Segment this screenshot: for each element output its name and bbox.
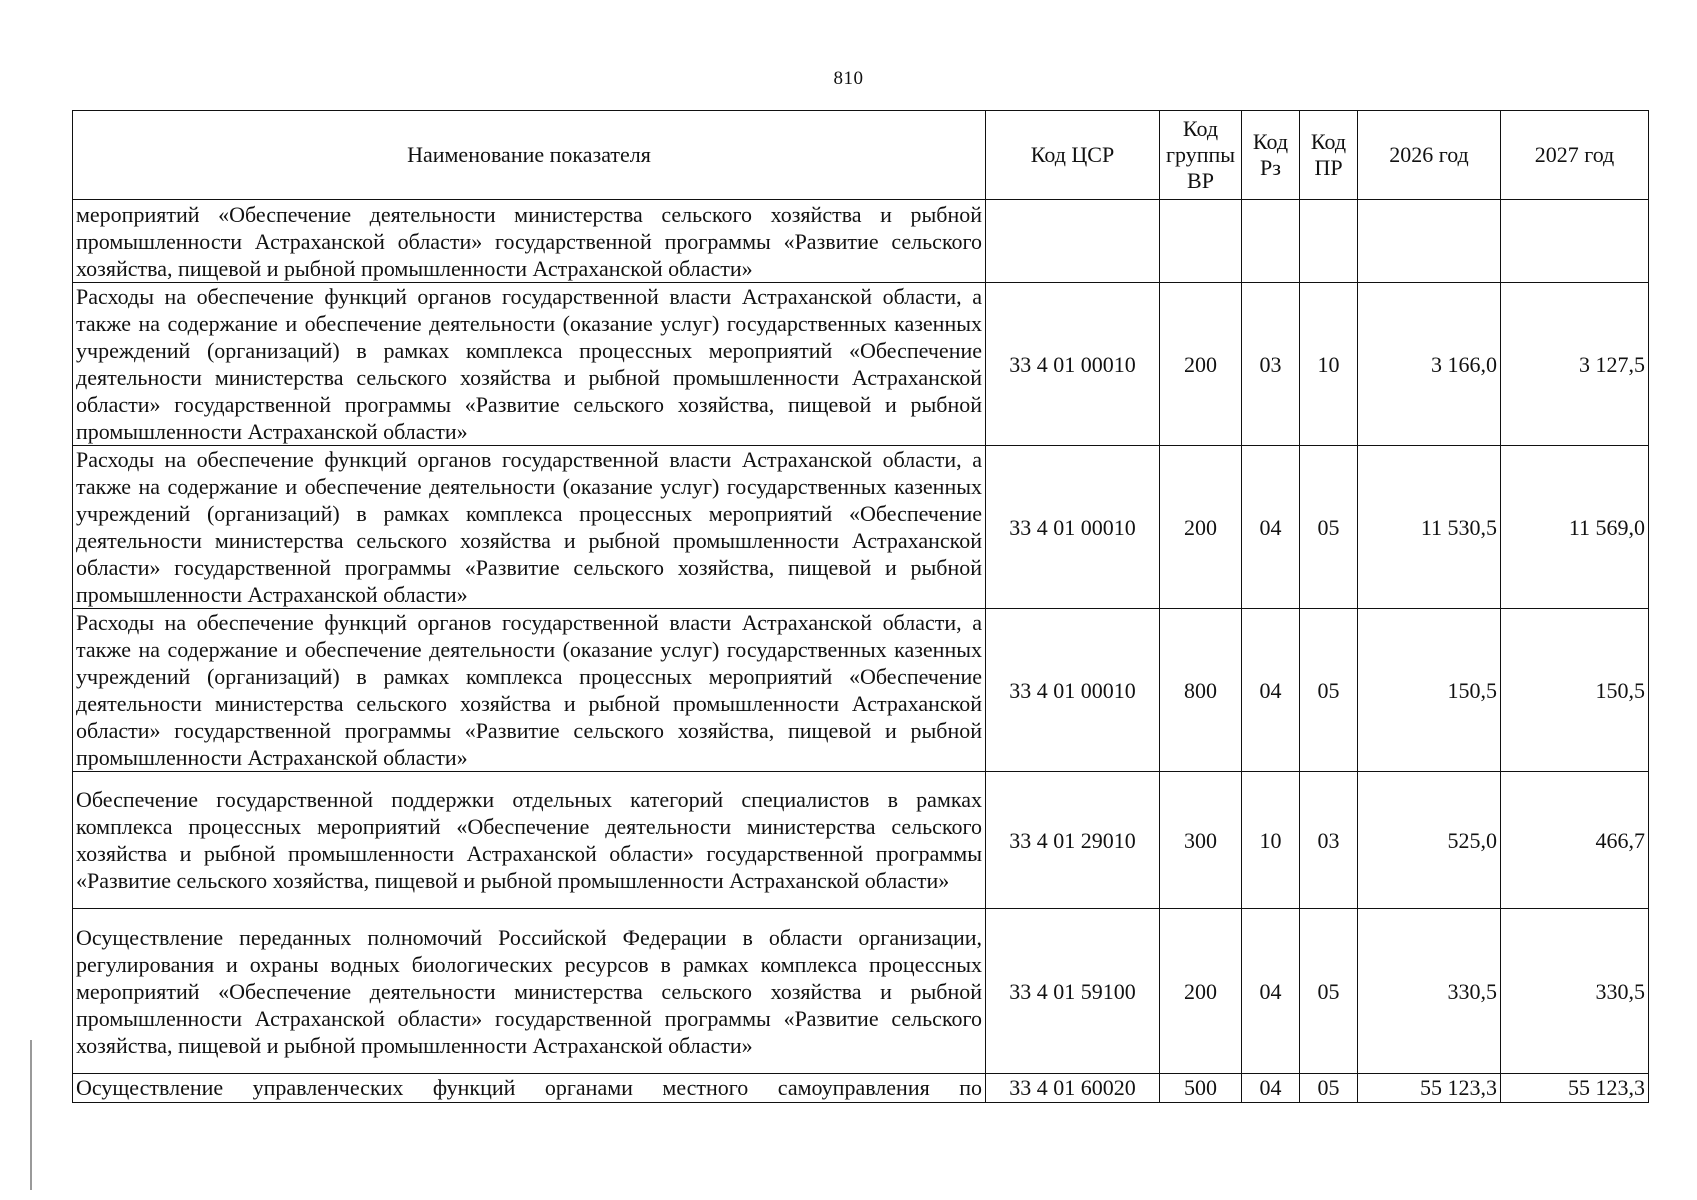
- row-2027: [1501, 200, 1649, 283]
- row-csr: [986, 200, 1160, 283]
- row-name: Расходы на обеспечение функций органов государственной власти Астраханской области, а также на содержание и обеспечение деятельности (оказание услуг) государственных казенных учреждений (организаций) в рамках комплекса процессных мероприятий «Обеспечение деятельности министерства сельского хозяйства и рыбной промышленности Астраханской области» государственной программы «Развитие сельского хозяйства, пищевой и рыбной промышленности Астраханской области»: [73, 283, 986, 446]
- page-number: 810: [833, 68, 864, 89]
- row-pr: 10: [1300, 283, 1358, 446]
- row-csr: 33 4 01 00010: [986, 609, 1160, 772]
- table-row: [73, 200, 1649, 283]
- table-header-row: [73, 111, 1649, 200]
- row-2027: 330,5: [1501, 909, 1649, 1074]
- row-rz: 10: [1242, 772, 1300, 909]
- scan-edge-line: [30, 1040, 32, 1190]
- row-2026: 11 530,5: [1358, 446, 1501, 609]
- row-2027: 3 127,5: [1501, 283, 1649, 446]
- row-name: Расходы на обеспечение функций органов государственной власти Астраханской области, а также на содержание и обеспечение деятельности (оказание услуг) государственных казенных учреждений (организаций) в рамках комплекса процессных мероприятий «Обеспечение деятельности министерства сельского хозяйства и рыбной промышленности Астраханской области» государственной программы «Развитие сельского хозяйства, пищевой и рыбной промышленности Астраханской области»: [73, 446, 986, 609]
- row-2026: 55 123,3: [1358, 1074, 1501, 1103]
- row-csr: 33 4 01 00010: [986, 446, 1160, 609]
- row-pr: 05: [1300, 609, 1358, 772]
- table-row: [73, 446, 1649, 609]
- row-csr: 33 4 01 59100: [986, 909, 1160, 1074]
- header-vr: Код группы ВР: [1160, 111, 1242, 200]
- row-name: Осуществление управленческих функций органами местного самоуправления по: [73, 1074, 986, 1103]
- row-vr: 300: [1160, 772, 1242, 909]
- row-2027: 150,5: [1501, 609, 1649, 772]
- row-pr: 05: [1300, 1074, 1358, 1103]
- row-vr: 800: [1160, 609, 1242, 772]
- row-csr: 33 4 01 60020: [986, 1074, 1160, 1103]
- row-name: Осуществление переданных полномочий Российской Федерации в области организации, регулирования и охраны водных биологических ресурсов в рамках комплекса процессных мероприятий «Обеспечение деятельности министерства сельского хозяйства и рыбной промышленности Астраханской области» государственной программы «Развитие сельского хозяйства, пищевой и рыбной промышленности Астраханской области»: [73, 909, 986, 1074]
- row-2027: 11 569,0: [1501, 446, 1649, 609]
- row-rz: [1242, 200, 1300, 283]
- table-row: [73, 1074, 1649, 1103]
- row-pr: 05: [1300, 446, 1358, 609]
- row-2027: 55 123,3: [1501, 1074, 1649, 1103]
- row-vr: 200: [1160, 283, 1242, 446]
- table-row: [73, 909, 1649, 1074]
- row-pr: [1300, 200, 1358, 283]
- row-2026: 150,5: [1358, 609, 1501, 772]
- row-vr: 500: [1160, 1074, 1242, 1103]
- header-name: Наименование показателя: [73, 111, 986, 200]
- table-row: [73, 609, 1649, 772]
- row-2026: [1358, 200, 1501, 283]
- row-rz: 04: [1242, 446, 1300, 609]
- row-rz: 04: [1242, 609, 1300, 772]
- row-name: Расходы на обеспечение функций органов государственной власти Астраханской области, а также на содержание и обеспечение деятельности (оказание услуг) государственных казенных учреждений (организаций) в рамках комплекса процессных мероприятий «Обеспечение деятельности министерства сельского хозяйства и рыбной промышленности Астраханской области» государственной программы «Развитие сельского хозяйства, пищевой и рыбной промышленности Астраханской области»: [73, 609, 986, 772]
- header-rz: Код Рз: [1242, 111, 1300, 200]
- header-csr: Код ЦСР: [986, 111, 1160, 200]
- table-row: [73, 283, 1649, 446]
- header-2026: 2026 год: [1358, 111, 1501, 200]
- budget-table: [72, 110, 1649, 1103]
- row-vr: 200: [1160, 909, 1242, 1074]
- row-2027: 466,7: [1501, 772, 1649, 909]
- row-pr: 03: [1300, 772, 1358, 909]
- row-2026: 3 166,0: [1358, 283, 1501, 446]
- row-csr: 33 4 01 00010: [986, 283, 1160, 446]
- row-vr: 200: [1160, 446, 1242, 609]
- row-vr: [1160, 200, 1242, 283]
- row-2026: 330,5: [1358, 909, 1501, 1074]
- row-rz: 03: [1242, 283, 1300, 446]
- row-csr: 33 4 01 29010: [986, 772, 1160, 909]
- row-name: Обеспечение государственной поддержки отдельных категорий специалистов в рамках комплекса процессных мероприятий «Обеспечение деятельности министерства сельского хозяйства и рыбной промышленности Астраханской области» государственной программы «Развитие сельского хозяйства, пищевой и рыбной промышленности Астраханской области»: [73, 772, 986, 909]
- table-row: [73, 772, 1649, 909]
- row-rz: 04: [1242, 909, 1300, 1074]
- row-rz: 04: [1242, 1074, 1300, 1103]
- row-pr: 05: [1300, 909, 1358, 1074]
- row-2026: 525,0: [1358, 772, 1501, 909]
- header-pr: Код ПР: [1300, 111, 1358, 200]
- row-name: мероприятий «Обеспечение деятельности министерства сельского хозяйства и рыбной промышленности Астраханской области» государственной программы «Развитие сельского хозяйства, пищевой и рыбной промышленности Астраханской области»: [73, 200, 986, 283]
- header-2027: 2027 год: [1501, 111, 1649, 200]
